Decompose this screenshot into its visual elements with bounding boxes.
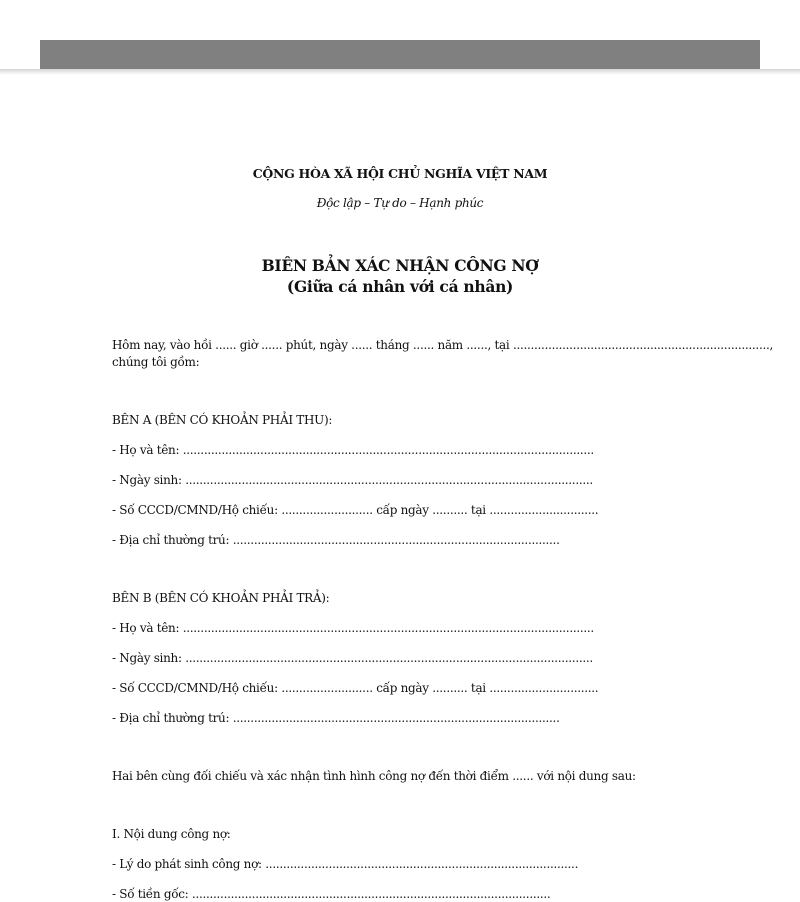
party-b-address-field: - Địa chỉ thường trú: .............................................................................................: [112, 711, 560, 725]
party-a-name-field: - Họ và tên: .....................................................................................................................: [112, 443, 594, 457]
party-a-address-field: - Địa chỉ thường trú: .............................................................................................: [112, 533, 560, 547]
party-a-dob-field: - Ngày sinh: ....................................................................................................................: [112, 473, 593, 487]
party-b-dob-field: - Ngày sinh: ....................................................................................................................: [112, 651, 593, 665]
confirm-line: Hai bên cùng đối chiếu và xác nhận tình hình công nợ đến thời điểm ...... với nội dung sau:: [112, 769, 636, 783]
party-b-id-field: - Số CCCD/CMND/Hộ chiếu: .......................... cấp ngày .......... tại ...............................: [112, 681, 599, 695]
debt-reason-field: - Lý do phát sinh công nợ: .........................................................................................: [112, 857, 579, 871]
party-a-id-field: - Số CCCD/CMND/Hộ chiếu: .......................... cấp ngày .......... tại ...............................: [112, 503, 599, 517]
party-b-name-field: - Họ và tên: .....................................................................................................................: [112, 621, 594, 635]
intro-line-2: chúng tôi gồm:: [112, 355, 200, 369]
document-title: BIÊN BẢN XÁC NHẬN CÔNG NỢ: [261, 256, 539, 275]
party-a-heading: BÊN A (BÊN CÓ KHOẢN PHẢI THU):: [112, 413, 333, 427]
principal-amount-field: - Số tiền gốc: ......................................................................................................: [112, 887, 551, 901]
national-title: CỘNG HÒA XÃ HỘI CHỦ NGHĨA VIỆT NAM: [252, 166, 548, 181]
party-b-heading: BÊN B (BÊN CÓ KHOẢN PHẢI TRẢ):: [112, 591, 330, 605]
section-1-heading: I. Nội dung công nợ:: [112, 827, 231, 841]
national-motto: Độc lập – Tự do – Hạnh phúc: [316, 196, 484, 210]
intro-line-1: Hôm nay, vào hồi ...... giờ ...... phút, ngày ...... tháng ...... năm ......, tại .........................................................................,: [112, 338, 774, 352]
document-subtitle: (Giữa cá nhân với cá nhân): [286, 277, 514, 296]
